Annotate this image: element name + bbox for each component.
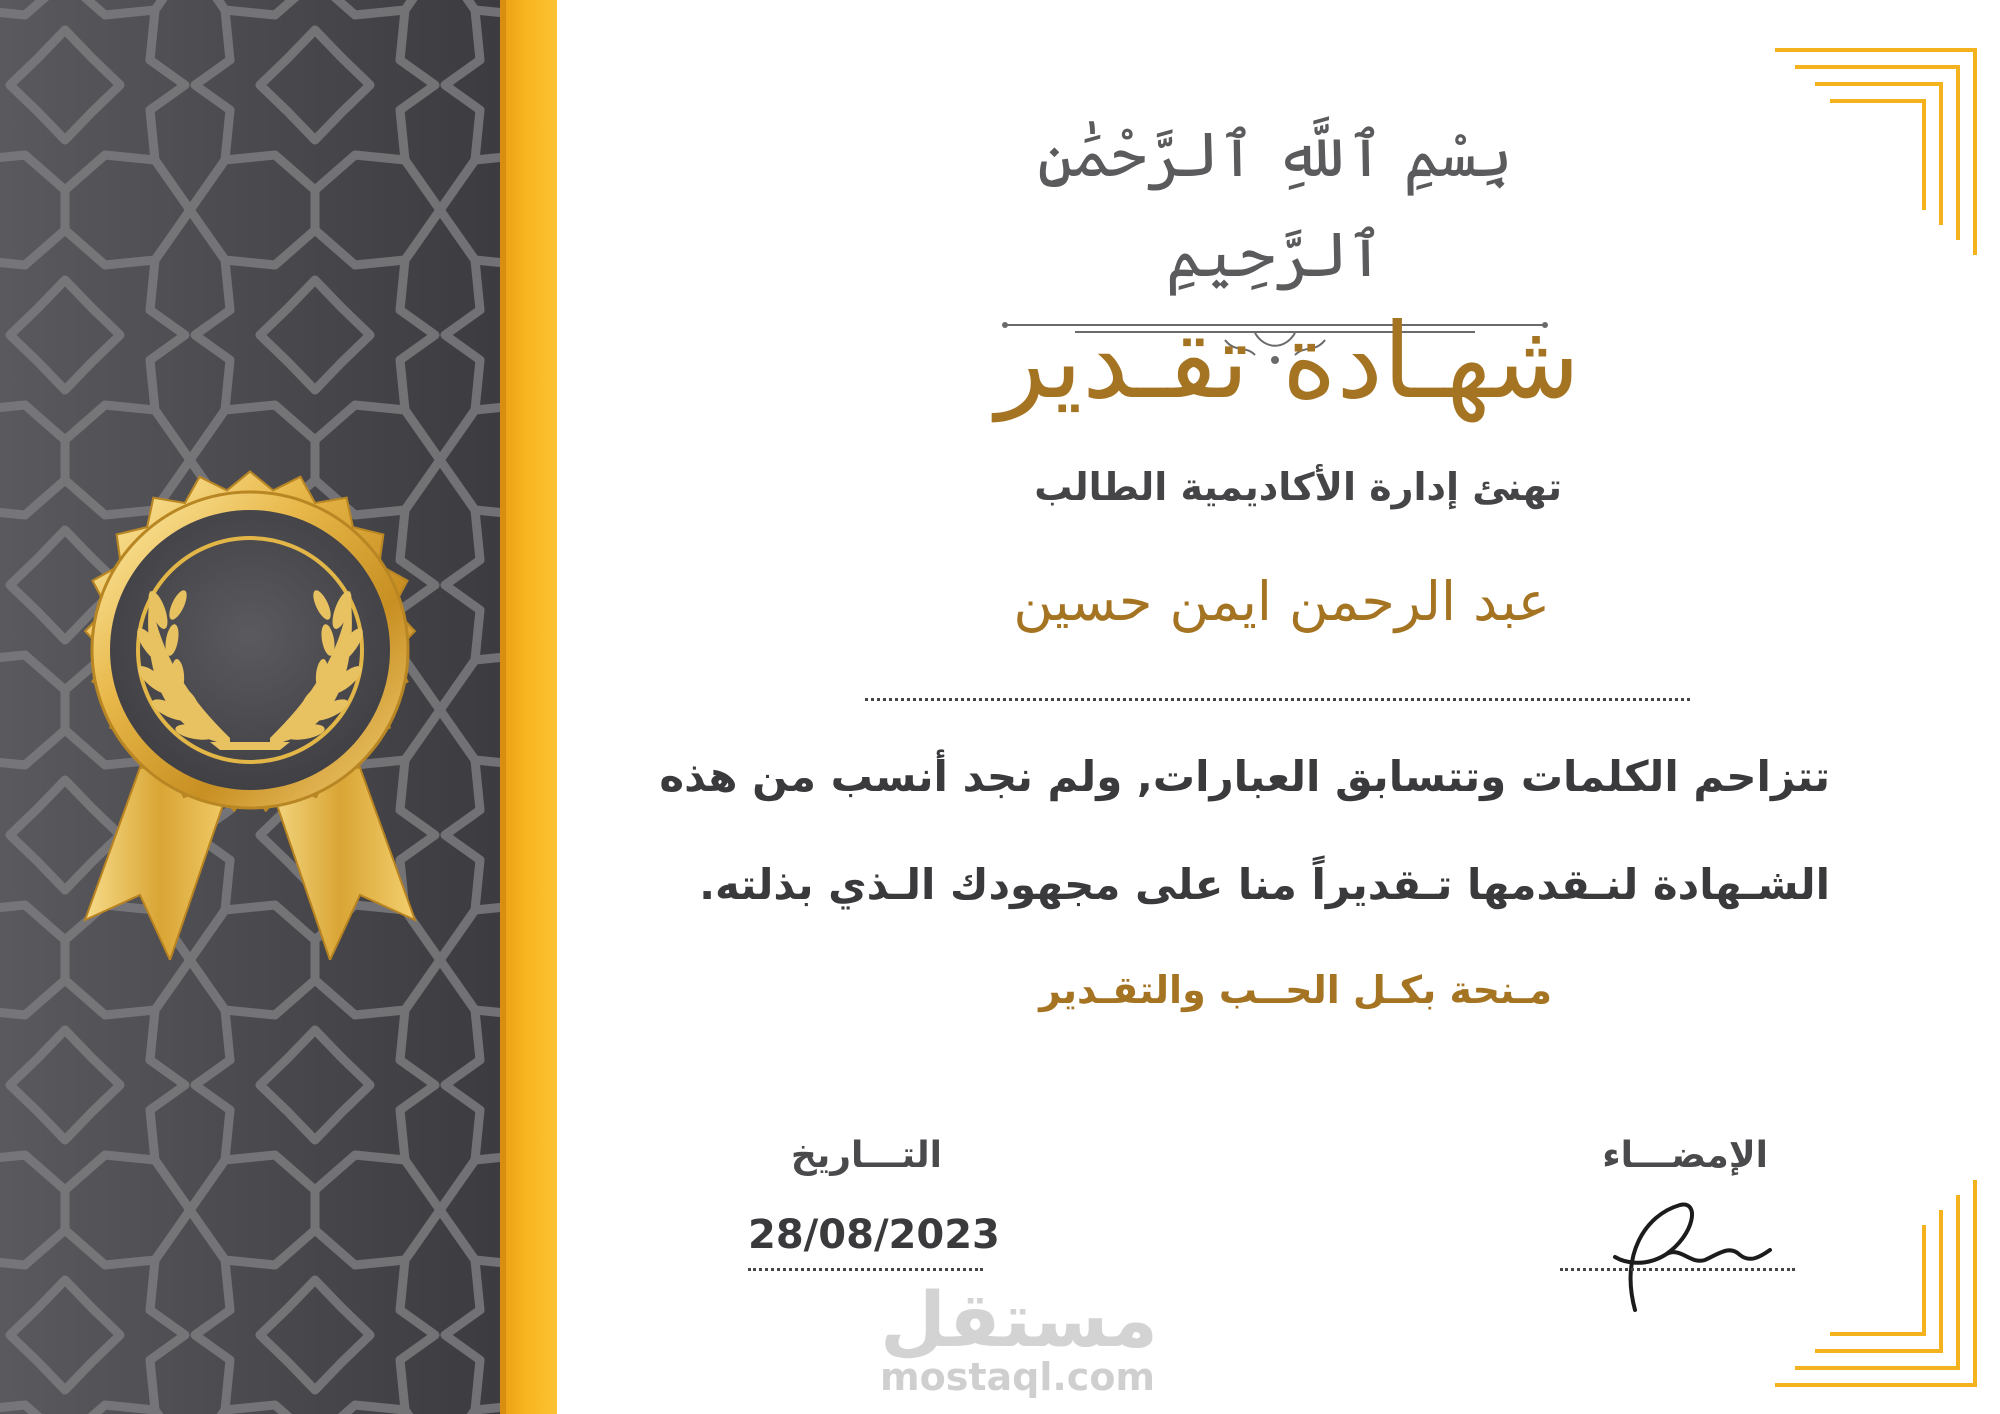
decorative-side-panel — [0, 0, 500, 1414]
bismillah-text: بِسْمِ ٱللَّهِ ٱلرَّحْمَٰنِ ٱلرَّحِيمِ — [1037, 118, 1513, 291]
date-value: 28/08/2023 — [748, 1212, 1000, 1258]
body-text-line-2: الشـهادة لنـقدمها تـقديراً منا على مجهودك الـذي بذلته. — [699, 860, 1830, 909]
corner-ornament-top-right — [1770, 45, 1980, 260]
watermark-arabic: مستقل — [880, 1275, 1158, 1364]
date-underline — [748, 1268, 983, 1271]
bismillah-calligraphy — [925, 105, 1625, 291]
dedication-line: مـنحة بكـل الحــب والتقـدير — [1039, 968, 1552, 1012]
signature-label: الإمضـــاء — [1602, 1135, 1768, 1176]
signature-underline — [1560, 1268, 1795, 1271]
body-text-line-1: تتزاحم الكلمات وتتسابق العبارات, ولم نجد أنسب من هذه — [659, 752, 1830, 801]
watermark-latin: mostaql.com — [880, 1355, 1156, 1399]
gold-vertical-strip — [500, 0, 557, 1414]
date-label: التـــاريخ — [790, 1135, 942, 1176]
name-underline — [865, 698, 1690, 701]
recipient-name: عبد الرحمن ايمن حسين — [1013, 570, 1550, 633]
certificate-title: شهـادة تقـدير — [995, 300, 1580, 422]
corner-ornament-bottom-right — [1770, 1175, 1980, 1390]
signature-icon — [1605, 1195, 1775, 1315]
gold-medal-icon — [30, 440, 470, 960]
congratulation-line: تهنئ إدارة الأكاديمية الطالب — [1034, 465, 1562, 509]
